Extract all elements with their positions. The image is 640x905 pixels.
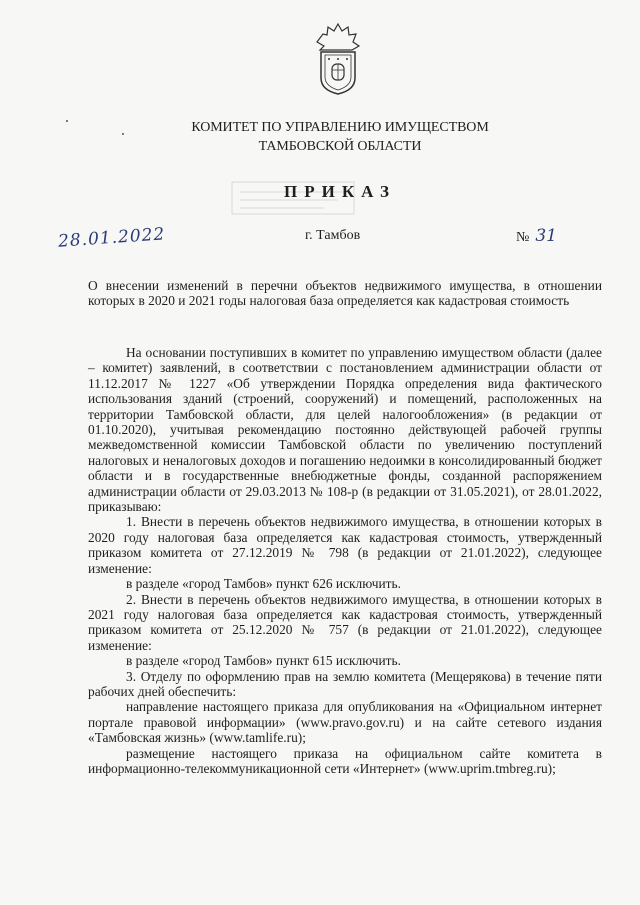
number-label: №: [516, 230, 530, 245]
scan-speck: [66, 120, 68, 122]
handwritten-date: 28.01.2022: [57, 224, 166, 252]
coat-of-arms-emblem: [312, 22, 364, 96]
body-paragraph-item-3-website: размещение настоящего приказа на официальном сайте комитета в информационно-телекоммуникационной сети «Интернет» (www.uprim.tmbreg.ru);: [88, 745, 602, 776]
document-body: [88, 345, 602, 776]
organization-name: [0, 118, 640, 156]
scan-speck: [122, 133, 124, 135]
issue-city: г. Тамбов: [305, 228, 361, 243]
document-type-heading: ПРИКАЗ: [284, 182, 396, 201]
document-number: [516, 226, 557, 246]
document-subject: О внесении изменений в перечни объектов недвижимого имущества, в отношении которых в 2020 и 2021 годы налоговая база определяется как кадастровая стоимость: [88, 278, 602, 308]
body-paragraph-item-2: 2. Внести в перечень объектов недвижимого имущества, в отношении которых в 2021 году налоговая база определяется как кадастровая стоимость, утвержденный приказом комитета от 25.12.2020 № 757 (в редакции от 21.01.2022), следующее изменение:: [88, 591, 602, 653]
body-paragraph-item-1: 1. Внести в перечень объектов недвижимого имущества, в отношении которых в 2020 году налоговая база определяется как кадастровая стоимость, утвержденный приказом комитета от 27.12.2019 № 798 (в редакции от 21.01.2022), следующее изменение:: [88, 514, 602, 576]
org-line-2: ТАМБОВСКОЙ ОБЛАСТИ: [258, 139, 422, 154]
body-paragraph-preamble: На основании поступивших в комитет по управлению имуществом области (далее – комитет) заявлений, в соответствии с постановлением администрации области от 11.12.2017 № 1227 «Об утверждении Порядка определения вида фактического использования зданий (строений, сооружений) и помещений, расположенных на территории Тамбовской области, для целей налогообложения» (в редакции от 01.10.2020), учитывая рекомендацию постоянно действующей рабочей группы межведомственной комиссии Тамбовской области по увеличению поступлений налоговых и неналоговых доходов и погашению недоимки в консолидированный бюджет области и в государственные внебюджетные фонды, созданной распоряжением администрации области от 29.03.2013 № 108-р (в редакции от 31.05.2021), от 28.01.2022, приказываю:: [88, 345, 602, 515]
body-paragraph-item-2-change: в разделе «город Тамбов» пункт 615 исключить.: [126, 653, 401, 669]
body-paragraph-item-3-publish: направление настоящего приказа для опубликования на «Официальном интернет портале правовой информации» (www.pravo.gov.ru) и на сайте сетевого издания «Тамбовская жизнь» (www.tamlife.ru);: [88, 699, 602, 746]
body-paragraph-item-1-change: в разделе «город Тамбов» пункт 626 исключить.: [126, 576, 401, 592]
handwritten-number: 31: [535, 226, 557, 246]
org-line-1: КОМИТЕТ ПО УПРАВЛЕНИЮ ИМУЩЕСТВОМ: [191, 120, 489, 135]
body-paragraph-item-3: 3. Отделу по оформлению прав на землю комитета (Мещерякова) в течение пяти рабочих дней обеспечить:: [88, 668, 602, 699]
